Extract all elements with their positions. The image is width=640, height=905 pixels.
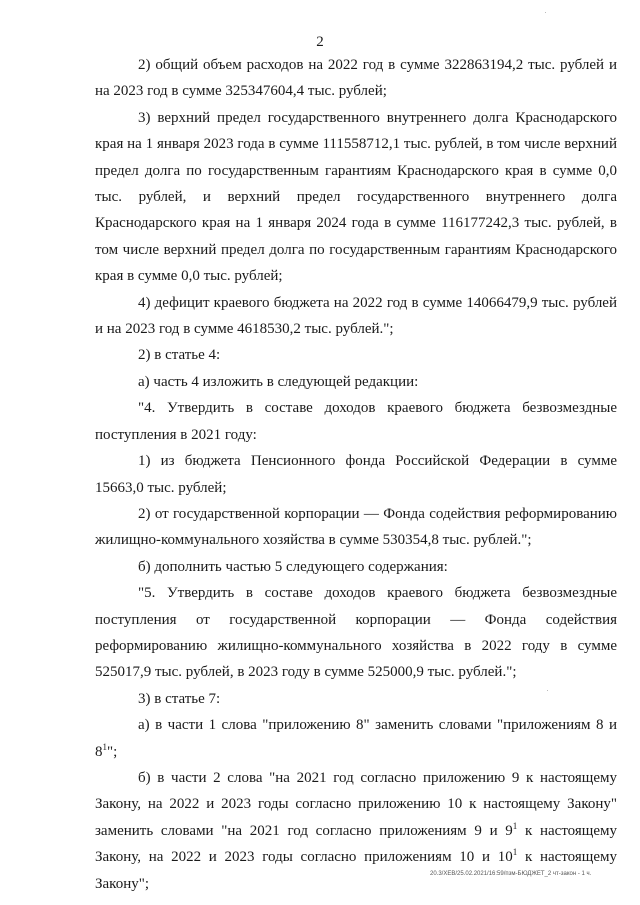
paragraph: б) дополнить частью 5 следующего содержания: (138, 558, 448, 575)
paragraph: 4) дефицит краевого бюджета на 2022 год в сумме 14066479,9 тыс. рублей и на 2023 год в сумме 4618530,2 тыс. рублей."; (95, 294, 617, 338)
page-number: 2 (316, 34, 324, 50)
paragraph-b-text-3: к настоящему Закону"; (95, 849, 617, 892)
paragraph-b-text-1: б) в части 2 слова "на 2021 год согласно приложению 9 к настоящему Закону, на 2022 и 2023 годы согласно приложению 10 к настоящему Закону" заменить словами "на 2021 год согласно приложениям 9 и 9 (95, 769, 617, 839)
paragraph-a (95, 712, 617, 765)
paragraph-a-text: а) в части 1 слова "приложению 8" заменить словами "приложениям 8 и 8 (95, 717, 617, 760)
paragraph: 3) в статье 7: (138, 690, 221, 707)
paragraph-b-text-2: к настоящему Закону, на 2022 и 2023 годы согласно приложениям 10 и 10 (95, 822, 617, 866)
paragraph: 2) от государственной корпорации — Фонда содействия реформированию жилищно-коммунального хозяйства в сумме 530354,8 тыс. рублей."; (95, 505, 617, 549)
superscript: 1 (102, 741, 107, 752)
paragraph: 2) общий объем расходов на 2022 год в сумме 322863194,2 тыс. рублей и на 2023 год в сумме 325347604,4 тыс. рублей; (95, 57, 617, 100)
paragraph: 1) из бюджета Пенсионного фонда Российской Федерации в сумме 15663,0 тыс. рублей; (95, 453, 617, 496)
paragraph-a-text-end: "; (107, 743, 118, 760)
paragraph: 3) верхний предел государственного внутреннего долга Краснодарского края на 1 января 2023 года в сумме 111558712,1 тыс. рублей, в том числе верхний предел долга по государственным гарантиям Краснодарского края в сумме 0,0 тыс. рублей, и верхний предел государственного внутреннего долга Краснодарского края на 1 января 2024 года в сумме 116177242,3 тыс. рублей, в том числе верхний предел долга по государственным гарантиям Краснодарского края в сумме 0,0 тыс. рублей; (95, 109, 617, 285)
paragraph: 2) в статье 4: (138, 347, 221, 364)
paragraph: "4. Утвердить в составе доходов краевого бюджета безвозмездные поступления в 2021 году: (95, 400, 617, 443)
superscript: 1 (512, 820, 518, 831)
scan-speck (545, 12, 546, 13)
superscript: 1 (512, 847, 518, 858)
paragraph: "5. Утвердить в составе доходов краевого бюджета безвозмездные поступления от государственной корпорации — Фонда содействия реформированию жилищно-коммунального хозяйства в 2022 году в сумме 525017,9 тыс. рублей, в 2023 году в сумме 525000,9 тыс. рублей."; (95, 585, 617, 681)
scan-speck (547, 690, 548, 691)
document-body (95, 52, 617, 897)
paragraph: а) часть 4 изложить в следующей редакции: (138, 373, 419, 390)
document-footer-code: 20.3/XEB/25.02.2021/16:59/пзм-БЮДЖЕТ_2 чт-закон - 1 ч. (430, 871, 592, 877)
